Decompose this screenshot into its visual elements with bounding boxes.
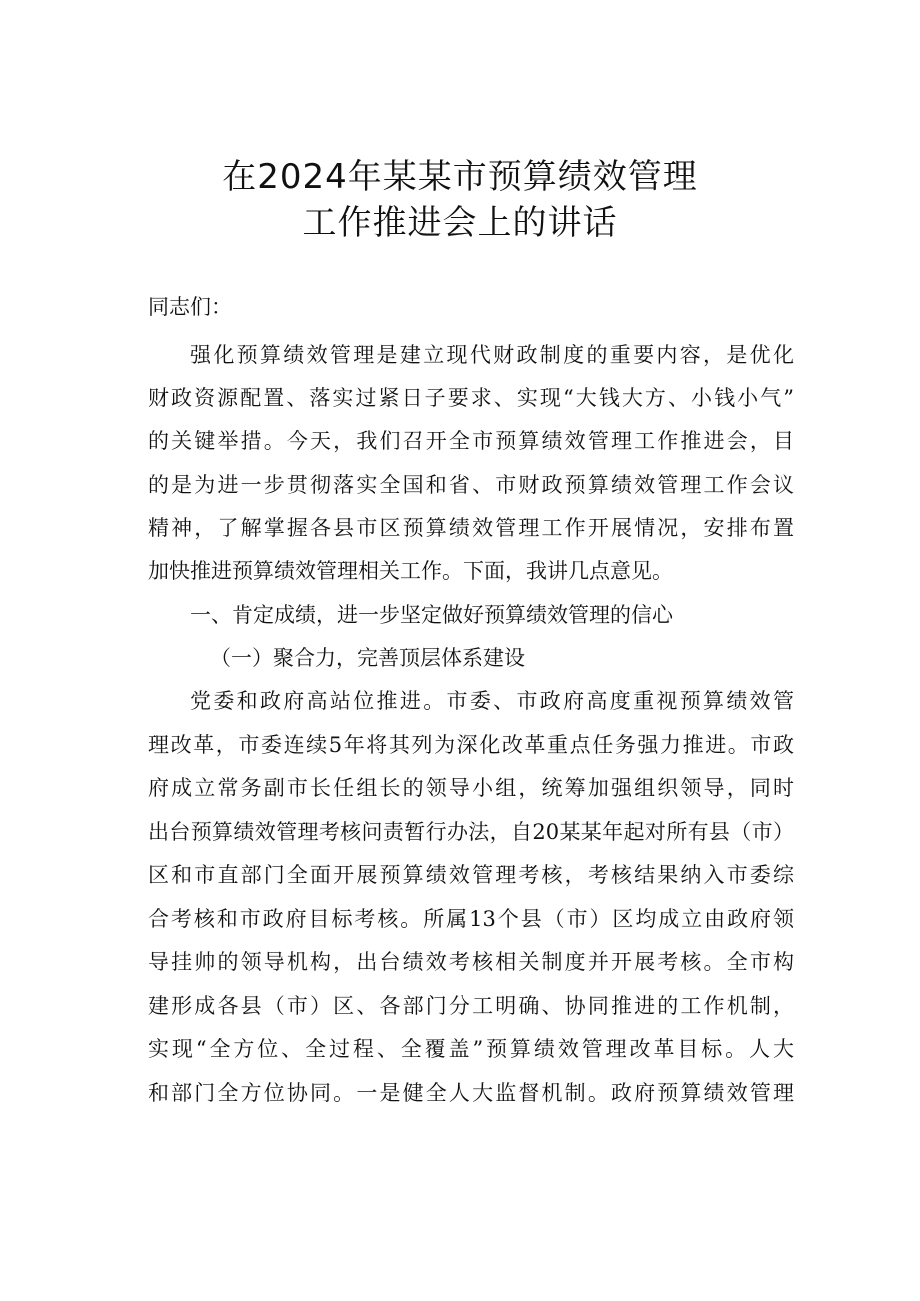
paragraph-1-line: 的关键举措。今天，我们召开全市预算绩效管理工作推进会，目 <box>148 429 794 453</box>
section-heading-1: 一、肯定成绩，进一步坚定做好预算绩效管理的信心 <box>190 603 673 627</box>
paragraph-1-line: 加快推进预算绩效管理相关工作。下面，我讲几点意见。 <box>148 559 673 583</box>
paragraph-2-line: 和部门全方位协同。一是健全人大监督机制。政府预算绩效管理 <box>148 1081 794 1105</box>
salutation: 同志们： <box>148 295 232 319</box>
paragraph-2-line: 党委和政府高站位推进。市委、市政府高度重视预算绩效管 <box>190 689 794 713</box>
paragraph-2-line: 出台预算绩效管理考核问责暂行办法，自20某某年起对所有县（市） <box>148 820 794 844</box>
subsection-heading-1: （一）聚合力，完善顶层体系建设 <box>210 646 525 670</box>
paragraph-2-line: 区和市直部门全面开展预算绩效管理考核，考核结果纳入市委综 <box>148 863 794 887</box>
paragraph-2-line: 理改革，市委连续5年将其列为深化改革重点任务强力推进。市政 <box>148 733 794 757</box>
paragraph-2-line: 建形成各县（市）区、各部门分工明确、协同推进的工作机制， <box>148 994 794 1018</box>
paragraph-1-line: 精神，了解掌握各县市区预算绩效管理工作开展情况，安排布置 <box>148 516 794 540</box>
document-title-line-1: 在2024年某某市预算绩效管理 <box>222 157 698 197</box>
document-title-line-2: 工作推进会上的讲话 <box>302 203 618 243</box>
paragraph-2-line: 府成立常务副市长任组长的领导小组，统筹加强组织领导，同时 <box>148 776 794 800</box>
paragraph-2-line: 合考核和市政府目标考核。所属13个县（市）区均成立由政府领 <box>148 907 794 931</box>
paragraph-1-line: 的是为进一步贯彻落实全国和省、市财政预算绩效管理工作会议 <box>148 473 794 497</box>
paragraph-1-line: 强化预算绩效管理是建立现代财政制度的重要内容，是优化 <box>190 343 794 367</box>
paragraph-1-line: 财政资源配置、落实过紧日子要求、实现“大钱大方、小钱小气” <box>148 386 794 410</box>
paragraph-2-line: 导挂帅的领导机构，出台绩效考核相关制度并开展考核。全市构 <box>148 950 794 974</box>
paragraph-2-line: 实现“全方位、全过程、全覆盖”预算绩效管理改革目标。人大 <box>148 1037 794 1061</box>
